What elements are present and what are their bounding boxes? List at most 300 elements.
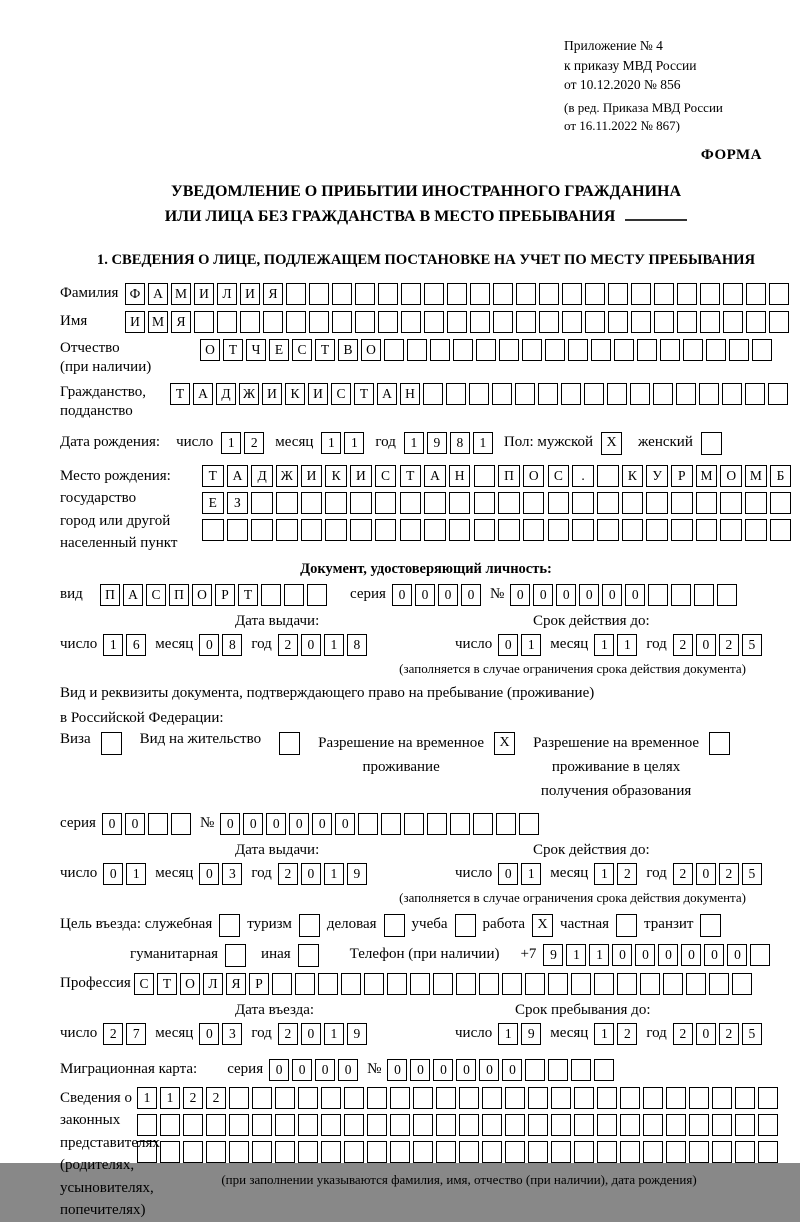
char-cell[interactable]: [729, 339, 749, 361]
char-cell[interactable]: И: [262, 383, 282, 405]
char-cell[interactable]: [572, 519, 594, 541]
char-cell[interactable]: Р: [671, 465, 693, 487]
char-cell[interactable]: [585, 311, 605, 333]
char-cell[interactable]: 9: [347, 1023, 367, 1045]
char-cell[interactable]: З: [227, 492, 249, 514]
checkbox-residence-permit[interactable]: [279, 732, 300, 755]
char-cell[interactable]: [620, 1141, 640, 1163]
char-cell[interactable]: [663, 973, 683, 995]
char-cell[interactable]: [424, 492, 446, 514]
char-cell[interactable]: [720, 492, 742, 514]
char-cell[interactable]: 0: [696, 1023, 716, 1045]
char-cell[interactable]: [523, 519, 545, 541]
char-cell[interactable]: [474, 492, 496, 514]
char-cell[interactable]: 5: [742, 1023, 762, 1045]
char-cell[interactable]: [525, 1059, 545, 1081]
char-cell[interactable]: [548, 973, 568, 995]
char-cell[interactable]: 0: [461, 584, 481, 606]
checkbox-temp-permit[interactable]: X: [494, 732, 515, 755]
checkbox-business[interactable]: [384, 914, 405, 937]
char-cell[interactable]: А: [123, 584, 143, 606]
char-cell[interactable]: [648, 584, 668, 606]
char-cell[interactable]: [261, 584, 281, 606]
char-cell[interactable]: 0: [415, 584, 435, 606]
char-cell[interactable]: 1: [324, 634, 344, 656]
char-cell[interactable]: [571, 973, 591, 995]
char-cell[interactable]: [671, 492, 693, 514]
char-cell[interactable]: [515, 383, 535, 405]
char-cell[interactable]: [206, 1141, 226, 1163]
char-cell[interactable]: Т: [202, 465, 224, 487]
char-cell[interactable]: 0: [658, 944, 678, 966]
char-cell[interactable]: [251, 492, 273, 514]
char-cell[interactable]: 3: [222, 863, 242, 885]
char-cell[interactable]: Д: [216, 383, 236, 405]
char-cell[interactable]: Е: [269, 339, 289, 361]
char-cell[interactable]: [528, 1141, 548, 1163]
char-cell[interactable]: [364, 973, 384, 995]
char-cell[interactable]: [350, 519, 372, 541]
char-cell[interactable]: Т: [315, 339, 335, 361]
checkbox-male[interactable]: X: [601, 432, 622, 455]
char-cell[interactable]: Ф: [125, 283, 145, 305]
char-cell[interactable]: 0: [479, 1059, 499, 1081]
char-cell[interactable]: 0: [292, 1059, 312, 1081]
char-cell[interactable]: 0: [556, 584, 576, 606]
char-cell[interactable]: Л: [217, 283, 237, 305]
char-cell[interactable]: 0: [199, 863, 219, 885]
char-cell[interactable]: [528, 1114, 548, 1136]
char-cell[interactable]: 1: [566, 944, 586, 966]
char-cell[interactable]: [574, 1114, 594, 1136]
char-cell[interactable]: [332, 311, 352, 333]
char-cell[interactable]: [574, 1087, 594, 1109]
char-cell[interactable]: [745, 519, 767, 541]
char-cell[interactable]: 0: [410, 1059, 430, 1081]
char-cell[interactable]: [251, 519, 273, 541]
char-cell[interactable]: Ж: [239, 383, 259, 405]
char-cell[interactable]: [614, 339, 634, 361]
char-cell[interactable]: И: [194, 283, 214, 305]
char-cell[interactable]: [686, 973, 706, 995]
char-cell[interactable]: 1: [324, 1023, 344, 1045]
char-cell[interactable]: [413, 1087, 433, 1109]
checkbox-work[interactable]: X: [532, 914, 553, 937]
char-cell[interactable]: [447, 311, 467, 333]
char-cell[interactable]: Р: [249, 973, 269, 995]
char-cell[interactable]: [551, 1141, 571, 1163]
char-cell[interactable]: [413, 1114, 433, 1136]
char-cell[interactable]: [769, 283, 789, 305]
char-cell[interactable]: А: [148, 283, 168, 305]
char-cell[interactable]: 9: [427, 432, 447, 454]
char-cell[interactable]: [706, 339, 726, 361]
char-cell[interactable]: [745, 383, 765, 405]
char-cell[interactable]: [496, 813, 516, 835]
char-cell[interactable]: [522, 339, 542, 361]
char-cell[interactable]: 1: [521, 634, 541, 656]
checkbox-transit[interactable]: [700, 914, 721, 937]
char-cell[interactable]: [597, 519, 619, 541]
char-cell[interactable]: [717, 584, 737, 606]
char-cell[interactable]: [275, 1087, 295, 1109]
char-cell[interactable]: 2: [278, 634, 298, 656]
char-cell[interactable]: П: [498, 465, 520, 487]
char-cell[interactable]: [538, 383, 558, 405]
char-cell[interactable]: 0: [102, 813, 122, 835]
char-cell[interactable]: [206, 1114, 226, 1136]
char-cell[interactable]: 2: [719, 863, 739, 885]
char-cell[interactable]: [548, 1059, 568, 1081]
char-cell[interactable]: А: [193, 383, 213, 405]
char-cell[interactable]: [746, 311, 766, 333]
char-cell[interactable]: [381, 813, 401, 835]
char-cell[interactable]: [770, 519, 792, 541]
char-cell[interactable]: [653, 383, 673, 405]
char-cell[interactable]: [407, 339, 427, 361]
char-cell[interactable]: [321, 1114, 341, 1136]
char-cell[interactable]: [344, 1114, 364, 1136]
char-cell[interactable]: [474, 519, 496, 541]
char-cell[interactable]: 1: [344, 432, 364, 454]
char-cell[interactable]: Д: [251, 465, 273, 487]
char-cell[interactable]: 0: [502, 1059, 522, 1081]
char-cell[interactable]: С: [146, 584, 166, 606]
char-cell[interactable]: [325, 519, 347, 541]
char-cell[interactable]: [502, 973, 522, 995]
char-cell[interactable]: Н: [400, 383, 420, 405]
char-cell[interactable]: 1: [498, 1023, 518, 1045]
char-cell[interactable]: [505, 1141, 525, 1163]
char-cell[interactable]: [148, 813, 168, 835]
char-cell[interactable]: [528, 1087, 548, 1109]
char-cell[interactable]: И: [125, 311, 145, 333]
char-cell[interactable]: 0: [498, 634, 518, 656]
char-cell[interactable]: [470, 283, 490, 305]
char-cell[interactable]: [654, 283, 674, 305]
char-cell[interactable]: [720, 519, 742, 541]
char-cell[interactable]: Т: [400, 465, 422, 487]
char-cell[interactable]: [677, 311, 697, 333]
char-cell[interactable]: [240, 311, 260, 333]
char-cell[interactable]: [160, 1141, 180, 1163]
checkbox-official[interactable]: [219, 914, 240, 937]
char-cell[interactable]: О: [192, 584, 212, 606]
char-cell[interactable]: [137, 1114, 157, 1136]
char-cell[interactable]: 1: [324, 863, 344, 885]
char-cell[interactable]: [482, 1087, 502, 1109]
char-cell[interactable]: К: [622, 465, 644, 487]
char-cell[interactable]: [272, 973, 292, 995]
char-cell[interactable]: 0: [498, 863, 518, 885]
char-cell[interactable]: [768, 383, 788, 405]
char-cell[interactable]: 0: [456, 1059, 476, 1081]
checkbox-edu-permit[interactable]: [709, 732, 730, 755]
char-cell[interactable]: [597, 1141, 617, 1163]
char-cell[interactable]: [456, 973, 476, 995]
char-cell[interactable]: 1: [160, 1087, 180, 1109]
char-cell[interactable]: [298, 1087, 318, 1109]
char-cell[interactable]: [344, 1141, 364, 1163]
char-cell[interactable]: [482, 1141, 502, 1163]
char-cell[interactable]: 0: [579, 584, 599, 606]
char-cell[interactable]: [424, 283, 444, 305]
char-cell[interactable]: [375, 492, 397, 514]
char-cell[interactable]: 9: [347, 863, 367, 885]
char-cell[interactable]: [735, 1114, 755, 1136]
char-cell[interactable]: [709, 973, 729, 995]
char-cell[interactable]: 0: [438, 584, 458, 606]
char-cell[interactable]: .: [572, 465, 594, 487]
char-cell[interactable]: С: [292, 339, 312, 361]
char-cell[interactable]: [597, 1087, 617, 1109]
char-cell[interactable]: 2: [103, 1023, 123, 1045]
char-cell[interactable]: [758, 1087, 778, 1109]
char-cell[interactable]: [424, 311, 444, 333]
char-cell[interactable]: [617, 973, 637, 995]
char-cell[interactable]: [367, 1087, 387, 1109]
char-cell[interactable]: [390, 1114, 410, 1136]
char-cell[interactable]: [450, 813, 470, 835]
char-cell[interactable]: [498, 492, 520, 514]
char-cell[interactable]: [341, 973, 361, 995]
char-cell[interactable]: [378, 311, 398, 333]
char-cell[interactable]: [309, 283, 329, 305]
char-cell[interactable]: [358, 813, 378, 835]
char-cell[interactable]: 1: [404, 432, 424, 454]
char-cell[interactable]: [171, 813, 191, 835]
char-cell[interactable]: [585, 283, 605, 305]
char-cell[interactable]: [620, 1114, 640, 1136]
char-cell[interactable]: [286, 283, 306, 305]
char-cell[interactable]: [722, 383, 742, 405]
char-cell[interactable]: С: [548, 465, 570, 487]
char-cell[interactable]: [424, 519, 446, 541]
char-cell[interactable]: [630, 383, 650, 405]
char-cell[interactable]: 0: [625, 584, 645, 606]
char-cell[interactable]: [436, 1087, 456, 1109]
char-cell[interactable]: [252, 1141, 272, 1163]
char-cell[interactable]: [646, 519, 668, 541]
char-cell[interactable]: 0: [301, 863, 321, 885]
char-cell[interactable]: 0: [199, 1023, 219, 1045]
char-cell[interactable]: [548, 492, 570, 514]
char-cell[interactable]: Н: [449, 465, 471, 487]
char-cell[interactable]: [671, 519, 693, 541]
char-cell[interactable]: В: [338, 339, 358, 361]
char-cell[interactable]: [505, 1114, 525, 1136]
char-cell[interactable]: [252, 1087, 272, 1109]
char-cell[interactable]: 1: [521, 863, 541, 885]
char-cell[interactable]: [275, 1114, 295, 1136]
char-cell[interactable]: 2: [719, 1023, 739, 1045]
checkbox-tourism[interactable]: [299, 914, 320, 937]
char-cell[interactable]: [712, 1114, 732, 1136]
char-cell[interactable]: [469, 383, 489, 405]
char-cell[interactable]: П: [169, 584, 189, 606]
char-cell[interactable]: [286, 311, 306, 333]
char-cell[interactable]: И: [350, 465, 372, 487]
char-cell[interactable]: [735, 1141, 755, 1163]
char-cell[interactable]: 2: [617, 863, 637, 885]
char-cell[interactable]: [298, 1141, 318, 1163]
char-cell[interactable]: 0: [338, 1059, 358, 1081]
char-cell[interactable]: [482, 1114, 502, 1136]
char-cell[interactable]: 0: [602, 584, 622, 606]
char-cell[interactable]: [631, 311, 651, 333]
char-cell[interactable]: Т: [157, 973, 177, 995]
char-cell[interactable]: [298, 1114, 318, 1136]
char-cell[interactable]: [696, 519, 718, 541]
char-cell[interactable]: [449, 492, 471, 514]
char-cell[interactable]: [137, 1141, 157, 1163]
char-cell[interactable]: [295, 973, 315, 995]
char-cell[interactable]: [551, 1114, 571, 1136]
char-cell[interactable]: 1: [589, 944, 609, 966]
char-cell[interactable]: [447, 283, 467, 305]
char-cell[interactable]: 2: [719, 634, 739, 656]
char-cell[interactable]: [666, 1087, 686, 1109]
char-cell[interactable]: 2: [206, 1087, 226, 1109]
char-cell[interactable]: [217, 311, 237, 333]
char-cell[interactable]: [459, 1114, 479, 1136]
char-cell[interactable]: 1: [594, 634, 614, 656]
char-cell[interactable]: [712, 1087, 732, 1109]
char-cell[interactable]: [276, 519, 298, 541]
char-cell[interactable]: 8: [347, 634, 367, 656]
char-cell[interactable]: [548, 519, 570, 541]
char-cell[interactable]: [539, 311, 559, 333]
char-cell[interactable]: [492, 383, 512, 405]
char-cell[interactable]: 0: [199, 634, 219, 656]
char-cell[interactable]: [723, 311, 743, 333]
char-cell[interactable]: 1: [137, 1087, 157, 1109]
char-cell[interactable]: [597, 1114, 617, 1136]
char-cell[interactable]: [608, 311, 628, 333]
char-cell[interactable]: Б: [770, 465, 792, 487]
char-cell[interactable]: М: [148, 311, 168, 333]
char-cell[interactable]: 8: [450, 432, 470, 454]
char-cell[interactable]: [758, 1114, 778, 1136]
char-cell[interactable]: 1: [321, 432, 341, 454]
char-cell[interactable]: [229, 1087, 249, 1109]
char-cell[interactable]: [770, 492, 792, 514]
char-cell[interactable]: [493, 311, 513, 333]
char-cell[interactable]: [309, 311, 329, 333]
char-cell[interactable]: [699, 383, 719, 405]
char-cell[interactable]: [387, 973, 407, 995]
char-cell[interactable]: [307, 584, 327, 606]
char-cell[interactable]: [390, 1141, 410, 1163]
char-cell[interactable]: 2: [673, 634, 693, 656]
char-cell[interactable]: [263, 311, 283, 333]
char-cell[interactable]: [430, 339, 450, 361]
char-cell[interactable]: [453, 339, 473, 361]
char-cell[interactable]: [400, 492, 422, 514]
char-cell[interactable]: [276, 492, 298, 514]
char-cell[interactable]: 0: [433, 1059, 453, 1081]
char-cell[interactable]: [459, 1141, 479, 1163]
char-cell[interactable]: [700, 311, 720, 333]
char-cell[interactable]: [355, 311, 375, 333]
char-cell[interactable]: [401, 283, 421, 305]
char-cell[interactable]: 1: [221, 432, 241, 454]
char-cell[interactable]: [689, 1114, 709, 1136]
char-cell[interactable]: И: [301, 465, 323, 487]
char-cell[interactable]: 0: [301, 634, 321, 656]
char-cell[interactable]: А: [227, 465, 249, 487]
char-cell[interactable]: [769, 311, 789, 333]
char-cell[interactable]: [643, 1114, 663, 1136]
char-cell[interactable]: [505, 1087, 525, 1109]
char-cell[interactable]: К: [285, 383, 305, 405]
char-cell[interactable]: 0: [387, 1059, 407, 1081]
char-cell[interactable]: 9: [521, 1023, 541, 1045]
char-cell[interactable]: [622, 519, 644, 541]
char-cell[interactable]: [545, 339, 565, 361]
char-cell[interactable]: 0: [312, 813, 332, 835]
char-cell[interactable]: [746, 283, 766, 305]
char-cell[interactable]: М: [745, 465, 767, 487]
char-cell[interactable]: 7: [126, 1023, 146, 1045]
char-cell[interactable]: [676, 383, 696, 405]
char-cell[interactable]: [479, 973, 499, 995]
char-cell[interactable]: [620, 1087, 640, 1109]
char-cell[interactable]: Ч: [246, 339, 266, 361]
char-cell[interactable]: [745, 492, 767, 514]
char-cell[interactable]: 1: [594, 863, 614, 885]
char-cell[interactable]: [666, 1114, 686, 1136]
char-cell[interactable]: 0: [727, 944, 747, 966]
char-cell[interactable]: 0: [220, 813, 240, 835]
char-cell[interactable]: 0: [533, 584, 553, 606]
char-cell[interactable]: 2: [244, 432, 264, 454]
char-cell[interactable]: [677, 283, 697, 305]
char-cell[interactable]: Р: [215, 584, 235, 606]
char-cell[interactable]: [735, 1087, 755, 1109]
char-cell[interactable]: 2: [278, 863, 298, 885]
char-cell[interactable]: О: [200, 339, 220, 361]
char-cell[interactable]: [318, 973, 338, 995]
char-cell[interactable]: 1: [594, 1023, 614, 1045]
char-cell[interactable]: [332, 283, 352, 305]
char-cell[interactable]: Т: [238, 584, 258, 606]
char-cell[interactable]: [194, 311, 214, 333]
char-cell[interactable]: [752, 339, 772, 361]
char-cell[interactable]: 2: [278, 1023, 298, 1045]
char-cell[interactable]: [519, 813, 539, 835]
char-cell[interactable]: [160, 1114, 180, 1136]
char-cell[interactable]: 1: [103, 634, 123, 656]
char-cell[interactable]: Т: [223, 339, 243, 361]
checkbox-visa[interactable]: [101, 732, 122, 755]
char-cell[interactable]: [433, 973, 453, 995]
char-cell[interactable]: [301, 492, 323, 514]
char-cell[interactable]: 0: [696, 634, 716, 656]
char-cell[interactable]: [712, 1141, 732, 1163]
char-cell[interactable]: [183, 1114, 203, 1136]
char-cell[interactable]: 0: [301, 1023, 321, 1045]
char-cell[interactable]: 2: [183, 1087, 203, 1109]
char-cell[interactable]: [284, 584, 304, 606]
char-cell[interactable]: 9: [543, 944, 563, 966]
char-cell[interactable]: [594, 973, 614, 995]
char-cell[interactable]: [732, 973, 752, 995]
char-cell[interactable]: [694, 584, 714, 606]
char-cell[interactable]: [459, 1087, 479, 1109]
char-cell[interactable]: О: [720, 465, 742, 487]
char-cell[interactable]: [696, 492, 718, 514]
